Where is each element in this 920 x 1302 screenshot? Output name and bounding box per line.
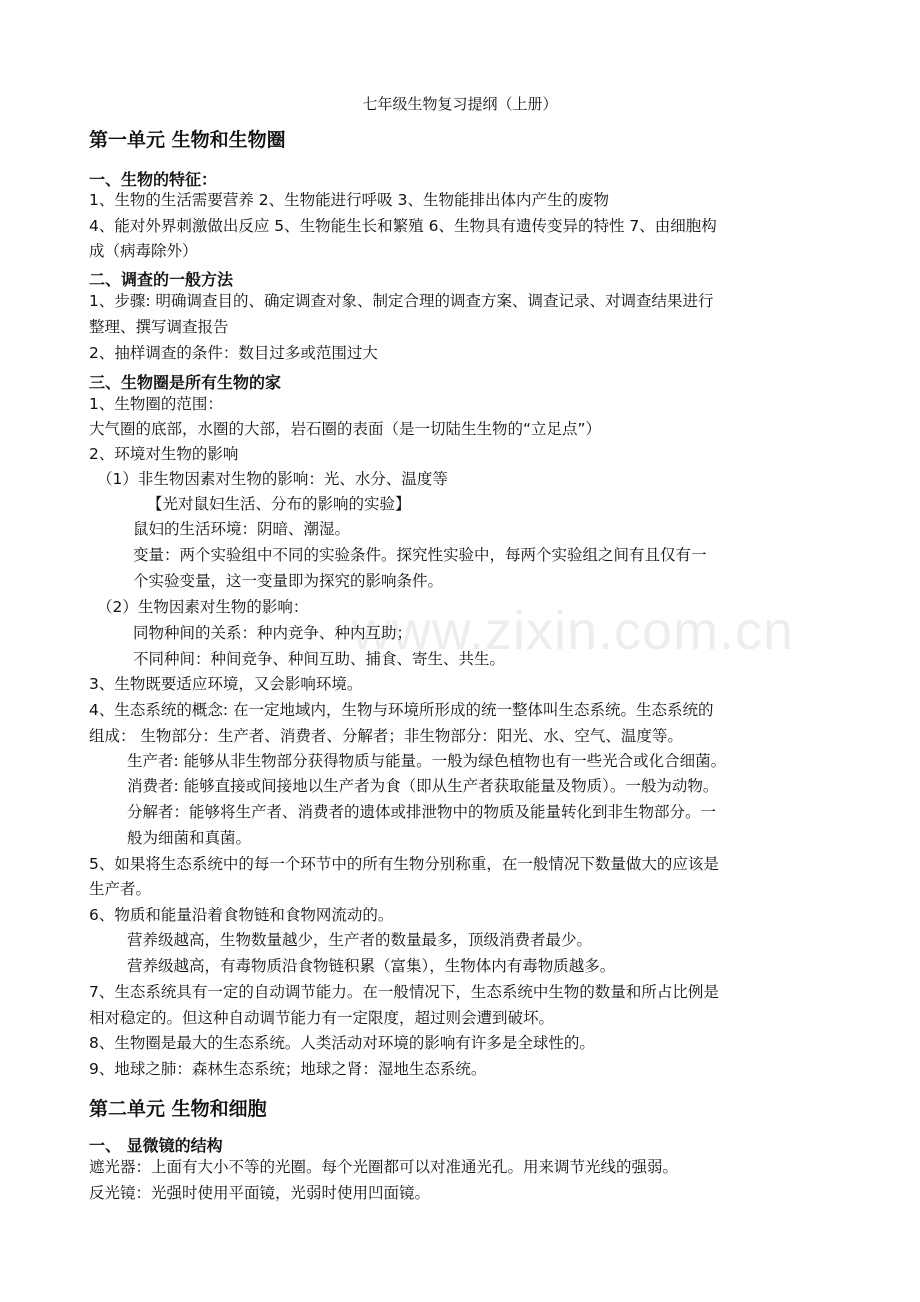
text-line: 1、步骤: 明确调查目的、确定调查对象、制定合理的调查方案、调查记录、对调查结果进行 [89, 292, 714, 310]
text-line: 变量：两个实验组中不同的实验条件。探究性实验中，每两个实验组之间有且仅有一 [133, 546, 707, 564]
text-line: 般为细菌和真菌。 [127, 829, 252, 847]
text-line: 8、生物圈是最大的生态系统。人类活动对环境的影响有许多是全球性的。 [89, 1034, 595, 1052]
text-line: 相对稳定的。但这种自动调节能力有一定限度，超过则会遭到破坏。 [89, 1009, 555, 1027]
text-line: 鼠妇的生活环境：阴暗、潮湿。 [133, 520, 351, 538]
text-line: 7、生态系统具有一定的自动调节能力。在一般情况下，生态系统中生物的数量和所占比例是 [89, 983, 719, 1001]
text-line: 生产者。 [89, 880, 152, 898]
text-line: 大气圈的底部，水圈的大部，岩石圈的表面（是一切陆生生物的“立足点”） [89, 420, 602, 438]
text-line: （1）非生物因素对生物的影响：光、水分、温度等 [97, 470, 448, 488]
text-line: 同物种间的关系：种内竞争、种内互助； [133, 624, 413, 642]
text-line: 生产者: 能够从非生物部分获得物质与能量。一般为绿色植物也有一些光合或化合细菌。 [127, 752, 727, 770]
watermark: www.zixin.com.cn [352, 601, 795, 661]
section-1-heading: 一、 显微镜的结构 [89, 1136, 223, 1155]
text-line: 不同种间：种间竞争、种间互助、捕食、寄生、共生。 [133, 650, 506, 668]
section-1-heading: 一、生物的特征： [89, 170, 218, 189]
text-line: 成（病毒除外） [89, 242, 198, 260]
text-line: 4、能对外界刺激做出反应 5、生物能生长和繁殖 6、生物具有遗传变异的特性 7、由细胞构 [89, 217, 717, 235]
text-line: 4、生态系统的概念: 在一定地域内，生物与环境所形成的统一整体叫生态系统。生态系统的 [89, 701, 714, 719]
text-line: 6、物质和能量沿着食物链和食物网流动的。 [89, 906, 394, 924]
text-line: 整理、撰写调查报告 [89, 318, 229, 336]
text-line: 营养级越高，生物数量越少，生产者的数量最多，顶级消费者最少。 [127, 931, 593, 949]
section-2-heading: 二、调查的一般方法 [89, 270, 234, 289]
text-line: 1、生物的生活需要营养 2、生物能进行呼吸 3、生物能排出体内产生的废物 [89, 191, 609, 209]
text-line: 个实验变量，这一变量即为探究的影响条件。 [133, 572, 444, 590]
text-line: 遮光器：上面有大小不等的光圈。每个光圈都可以对准通光孔。用来调节光线的强弱。 [89, 1158, 679, 1176]
text-line: 9、地球之肺：森林生态系统；地球之肾：湿地生态系统。 [89, 1060, 487, 1078]
text-line: 3、生物既要适应环境，又会影响环境。 [89, 675, 363, 693]
text-line: 2、抽样调查的条件：数目过多或范围过大 [89, 344, 378, 362]
text-line: 5、如果将生态系统中的每一个环节中的所有生物分别称重，在一般情况下数量做大的应该是 [89, 855, 719, 873]
unit-1-heading: 第一单元 生物和生物圈 [89, 129, 286, 151]
text-line: 分解者：能够将生产者、消费者的遗体或排泄物中的物质及能量转化到非生物部分。一 [127, 803, 717, 821]
document-title: 七年级生物复习提纲（上册） [362, 95, 558, 113]
section-3-heading: 三、生物圈是所有生物的家 [89, 373, 282, 392]
text-line: 1、生物圈的范围： [89, 395, 223, 413]
text-line: 组成： 生物部分：生产者、消费者、分解者；非生物部分：阳光、水、空气、温度等。 [89, 727, 683, 745]
text-line: 2、环境对生物的影响 [89, 445, 239, 463]
text-line: 反光镜：光强时使用平面镜，光弱时使用凹面镜。 [89, 1184, 431, 1202]
text-line: 【光对鼠妇生活、分布的影响的实验】 [147, 495, 411, 513]
text-line: （2）生物因素对生物的影响： [97, 598, 309, 616]
text-line: 消费者: 能够直接或间接地以生产者为食（即从生产者获取能量及物质）。一般为动物。 [127, 777, 719, 795]
unit-2-heading: 第二单元 生物和细胞 [89, 1098, 267, 1120]
text-line: 营养级越高，有毒物质沿食物链积累（富集），生物体内有毒物质越多。 [127, 957, 616, 975]
